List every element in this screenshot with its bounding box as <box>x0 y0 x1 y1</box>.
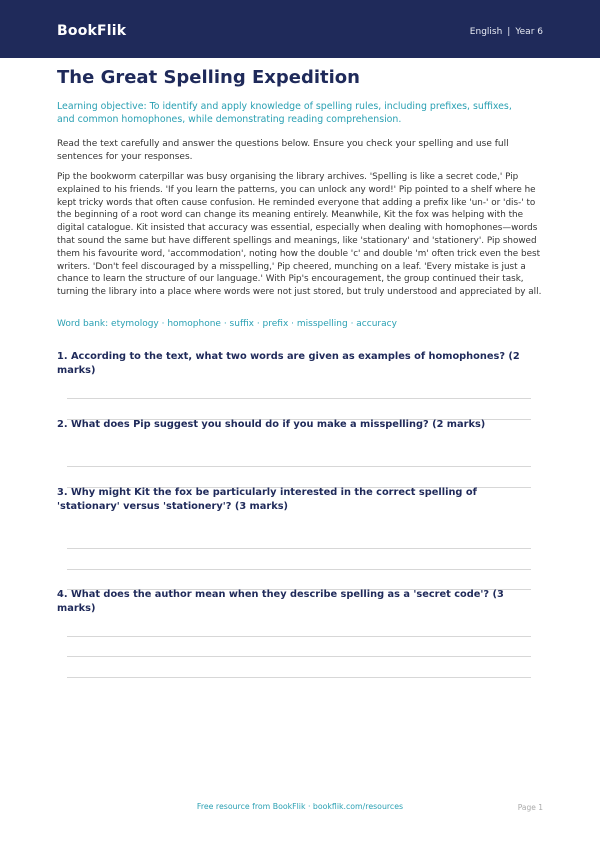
subject-label: English <box>469 27 503 37</box>
answer-line[interactable] <box>67 677 531 678</box>
year-label: Year 6 <box>515 27 543 37</box>
page-header <box>0 0 600 58</box>
page-number: Page 1 <box>517 803 543 812</box>
answer-line[interactable] <box>67 548 531 549</box>
question-3: 3. Why might Kit the fox be particularly interested in the correct spelling of 'stationary' versus 'stationery'? (3 marks) <box>57 487 477 512</box>
instructions: Read the text carefully and answer the questions below. Ensure you check your spelling and use full sentences for your responses. <box>57 139 509 162</box>
separator: | <box>507 27 511 37</box>
question-2: 2. What does Pip suggest you should do if you make a misspelling? (2 marks) <box>57 419 486 430</box>
word-bank: Word bank: etymology · homophone · suffix · prefix · misspelling · accuracy <box>57 319 397 329</box>
page-title: The Great Spelling Expedition <box>57 67 360 88</box>
answer-line[interactable] <box>67 569 531 570</box>
answer-line[interactable] <box>67 398 531 399</box>
question-4: 4. What does the author mean when they describe spelling as a 'secret code'? (3 marks) <box>57 589 504 614</box>
answer-line[interactable] <box>67 656 531 657</box>
question-1: 1. According to the text, what two words are given as examples of homophones? (2 marks) <box>57 351 520 376</box>
answer-line[interactable] <box>67 466 531 467</box>
footer-credit[interactable]: Free resource from BookFlik · bookflik.com/resources <box>196 802 404 811</box>
answer-line[interactable] <box>67 636 531 637</box>
learning-objective: Learning objective: To identify and apply knowledge of spelling rules, including prefixes, suffixes, and common homophones, while demonstrating reading comprehension. <box>57 101 512 125</box>
reading-passage: Pip the bookworm caterpillar was busy organising the library archives. 'Spelling is like a secret code,' Pip explained to his friends. 'If you learn the patterns, you can unlock any word!' Pip pointed to a shelf where he kept tricky words that often cause confusion. He reminded everyone that adding a prefix like 'un-' or 'dis-' to the beginning of a root word can change its meaning entirely. Meanwhile, Kit the fox was helping with the digital catalogue. Kit insisted that accuracy was essential, especially when dealing with homophones—words that sound the same but have different spellings and meanings, like 'stationary' and 'stationery'. Pip showed them his favourite word, 'accommodation', noting how the double 'c' and double 'm' often trick even the best writers. 'Don't feel discouraged by a misspelling,' Pip cheered, munching on a leaf. 'Every mistake is just a chance to learn the structure of our language.' With Pip's encouragement, the group continued their task, turning the library into a place where words were not just stored, but truly understood and appreciated by all. <box>57 172 542 298</box>
subject-year-label <box>470 27 543 37</box>
brand-logo: BookFlik <box>57 23 127 39</box>
